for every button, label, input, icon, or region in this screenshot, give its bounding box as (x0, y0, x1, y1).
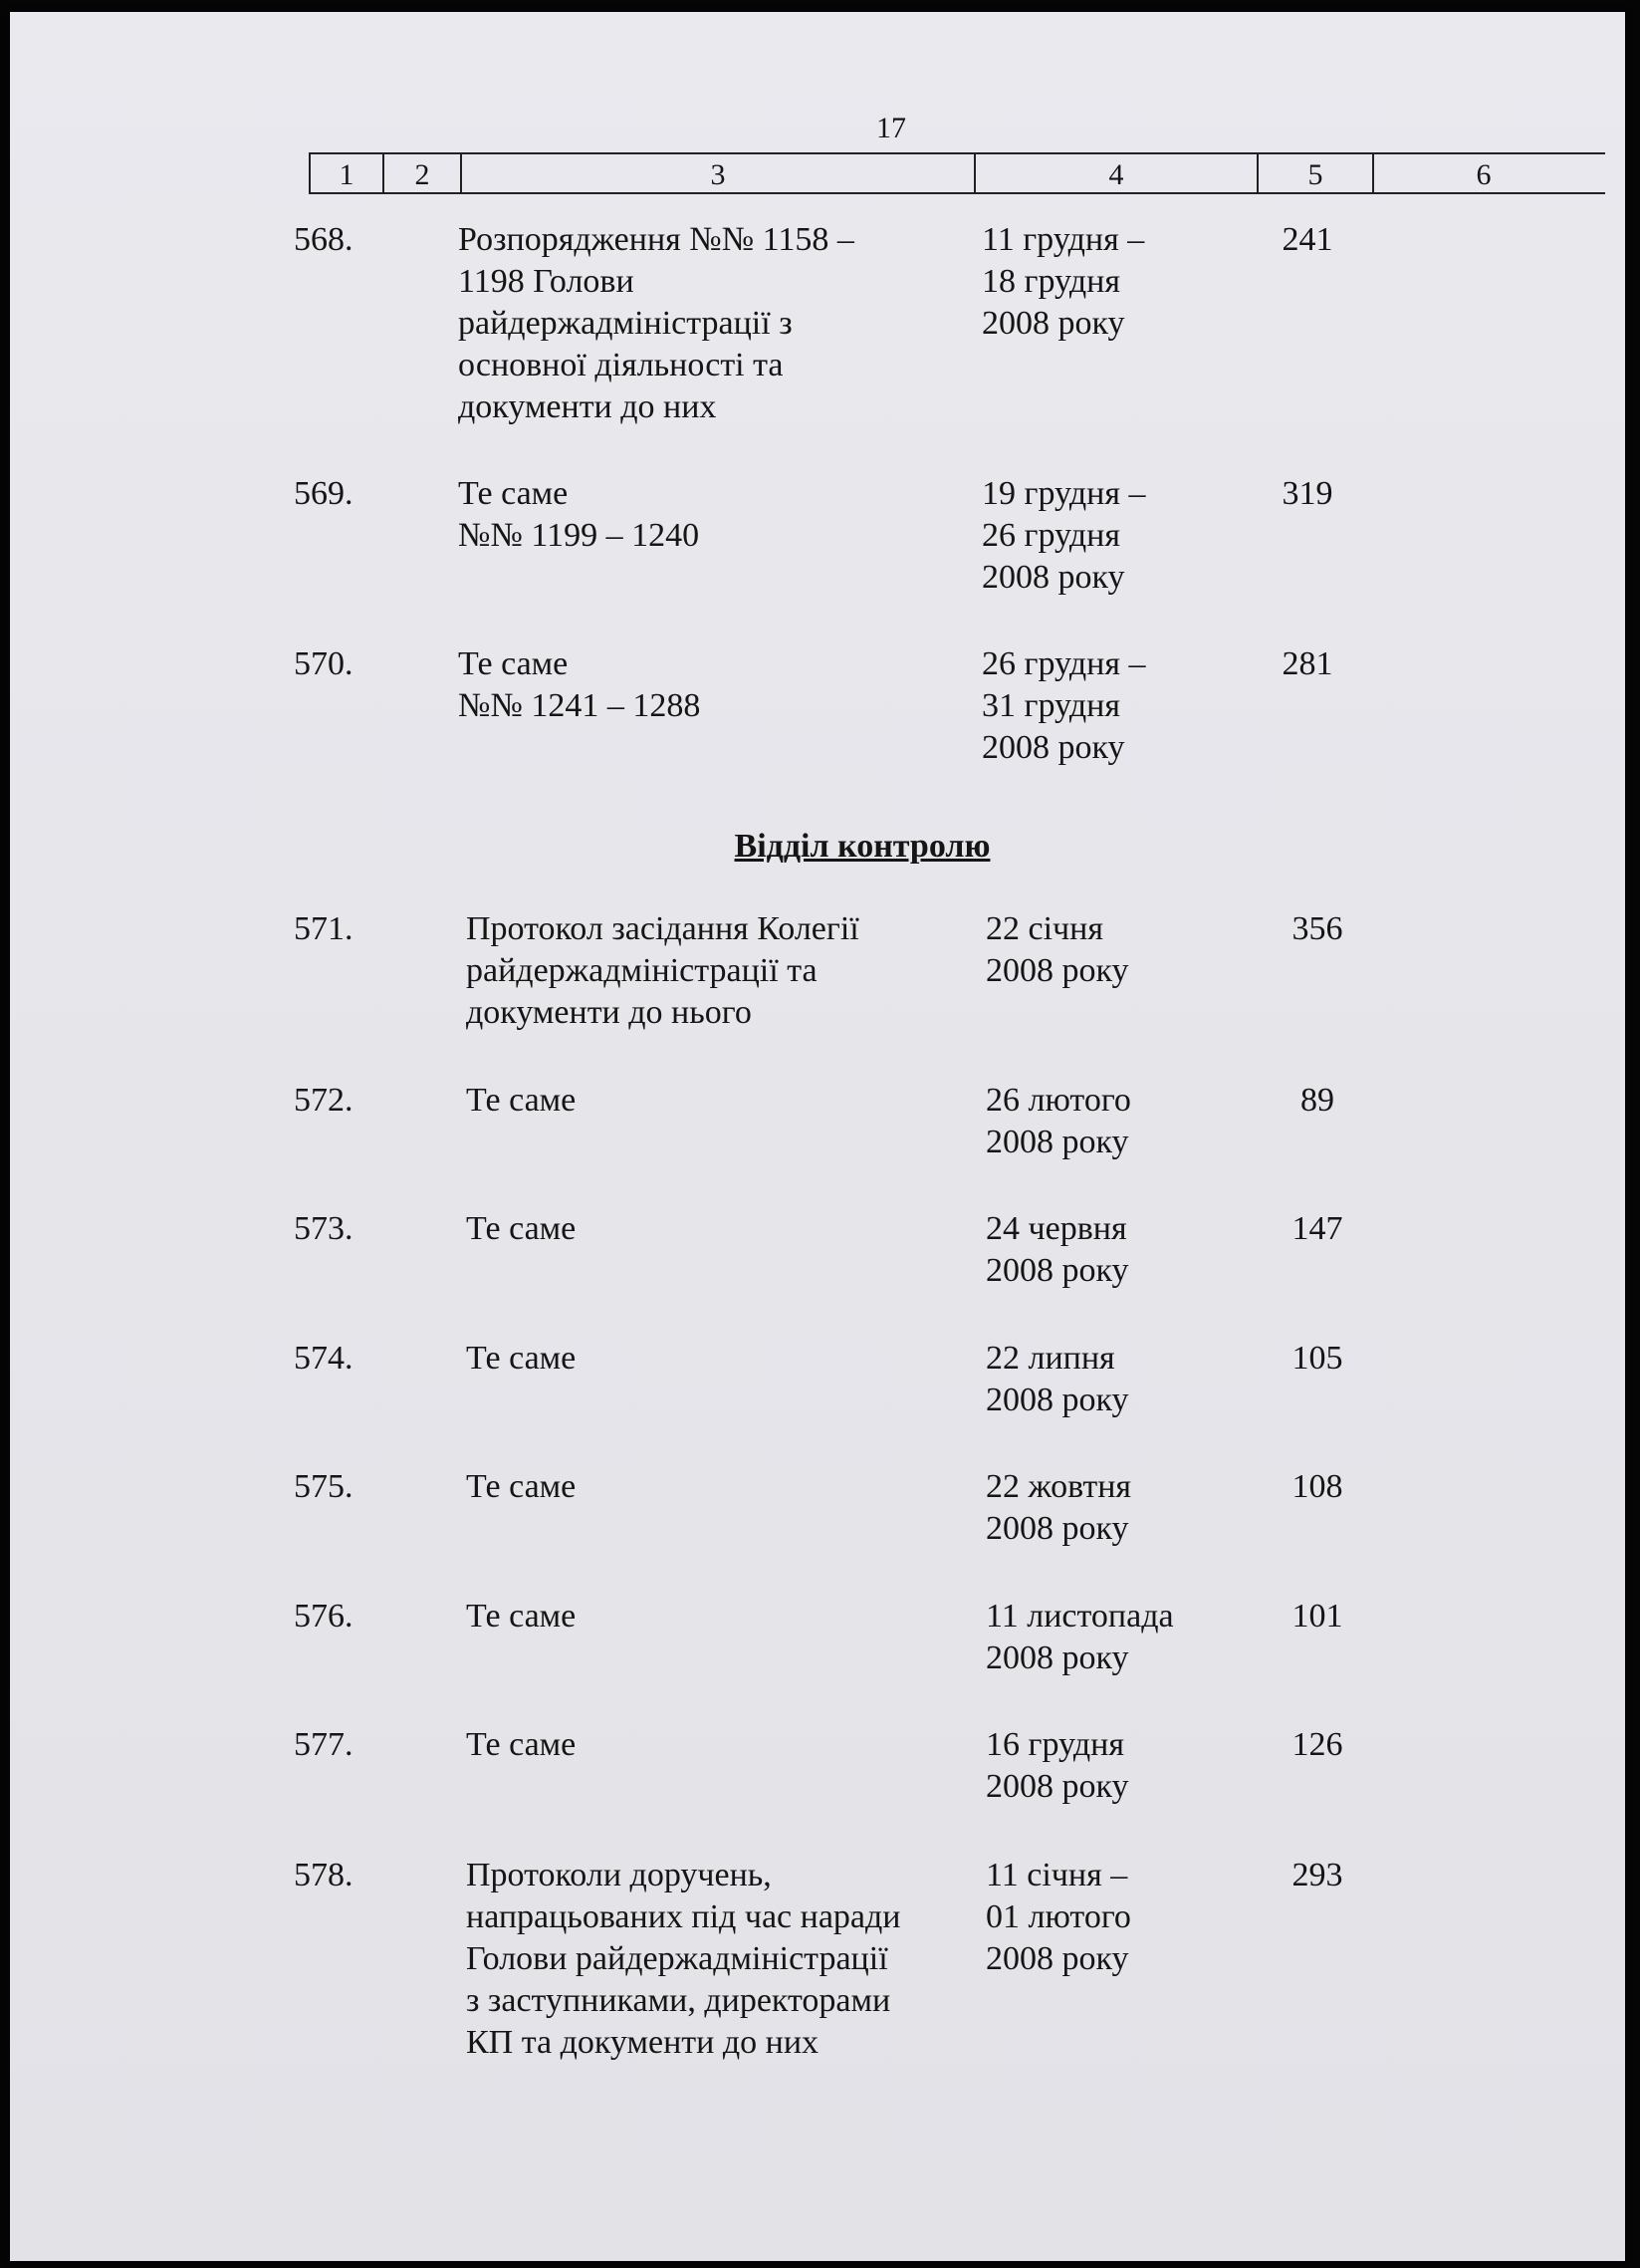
entry-description (466, 1855, 964, 2064)
entry-dates (986, 1855, 1215, 1980)
entry-dates (982, 643, 1211, 769)
column-header-1: 1 (311, 154, 384, 192)
description-line: документи до нього (466, 994, 752, 1031)
entry-dates (986, 1596, 1215, 1679)
date-line: 22 січня (986, 910, 1103, 947)
date-line: 2008 року (986, 1768, 1129, 1805)
entry-dates (986, 908, 1215, 992)
description-line: Розпорядження №№ 1158 – (458, 221, 854, 258)
entry-number: 575. (294, 1468, 353, 1505)
entry-sheet-count: 241 (1282, 221, 1333, 258)
entry-description (466, 1080, 964, 1122)
description-line: Те саме (466, 1468, 577, 1505)
entry-description (466, 1466, 964, 1508)
entry-description (458, 219, 956, 428)
entry-description (458, 473, 956, 557)
date-line: 2008 року (986, 1252, 1129, 1289)
entry-number: 577. (294, 1726, 353, 1763)
date-line: 2008 року (986, 1639, 1129, 1676)
column-header-5: 5 (1259, 154, 1374, 192)
date-line: 11 листопада (986, 1598, 1174, 1635)
description-line: Те саме (466, 1726, 577, 1763)
date-line: 24 червня (986, 1210, 1127, 1247)
description-line: Те саме (466, 1598, 577, 1635)
date-line: 26 лютого (986, 1082, 1131, 1119)
description-line: Те саме (466, 1340, 577, 1377)
entry-sheet-count: 126 (1291, 1726, 1343, 1763)
entry-dates (986, 1338, 1215, 1421)
date-line: 26 грудня – (982, 645, 1146, 682)
entry-number: 572. (294, 1082, 353, 1119)
description-line: Голови райдержадміністрації (466, 1940, 888, 1977)
entry-description (466, 1208, 964, 1250)
description-line: райдержадміністрації з (458, 305, 793, 342)
description-line: №№ 1199 – 1240 (458, 517, 700, 554)
date-line: 26 грудня (982, 517, 1120, 554)
column-header-6: 6 (1476, 158, 1492, 191)
entry-sheet-count: 105 (1291, 1340, 1343, 1377)
date-line: 22 жовтня (986, 1468, 1132, 1505)
description-line: райдержадміністрації та (466, 952, 818, 989)
entry-dates (986, 1466, 1215, 1550)
entry-sheet-count: 319 (1282, 475, 1333, 512)
entry-description (466, 1596, 964, 1638)
column-header-2: 2 (384, 154, 462, 192)
entry-description (466, 1724, 964, 1766)
description-line: основної діяльності та (458, 347, 784, 383)
date-line: 2008 року (982, 729, 1125, 766)
description-line: Протокол засідання Колегії (466, 910, 859, 947)
description-line: Те саме (466, 1210, 577, 1247)
description-line: документи до них (458, 388, 717, 425)
date-line: 2008 року (986, 1940, 1129, 1977)
description-line: Те саме (458, 475, 569, 512)
column-header-4: 4 (976, 154, 1259, 192)
description-line: напрацьованих під час наради (466, 1898, 901, 1935)
entry-description (466, 1338, 964, 1380)
date-line: 16 грудня (986, 1726, 1124, 1763)
date-line: 22 липня (986, 1340, 1115, 1377)
entry-sheet-count: 89 (1300, 1082, 1334, 1119)
entry-dates (986, 1208, 1215, 1292)
entry-number: 574. (294, 1340, 353, 1377)
date-line: 2008 року (986, 1382, 1129, 1418)
entry-description (458, 643, 956, 727)
entry-number: 576. (294, 1598, 353, 1635)
entry-number: 573. (294, 1210, 353, 1247)
date-line: 2008 року (982, 305, 1125, 342)
description-line: №№ 1241 – 1288 (458, 687, 701, 724)
description-line: Протоколи доручень, (466, 1857, 772, 1893)
entry-dates (986, 1724, 1215, 1808)
date-line: 2008 року (986, 1510, 1129, 1547)
date-line: 2008 року (986, 952, 1129, 989)
entry-number: 569. (294, 475, 353, 512)
date-line: 2008 року (982, 559, 1125, 596)
entry-sheet-count: 147 (1291, 1210, 1343, 1247)
entry-number: 570. (294, 645, 353, 682)
description-line: Те саме (466, 1082, 577, 1119)
column-header-row (309, 152, 1605, 194)
entry-description (466, 908, 964, 1034)
entry-sheet-count: 101 (1291, 1598, 1343, 1635)
description-line: КП та документи до них (466, 2024, 820, 2061)
section-heading: Відділ контролю (734, 828, 991, 865)
date-line: 31 грудня (982, 687, 1120, 724)
date-line: 2008 року (986, 1124, 1129, 1160)
date-line: 18 грудня (982, 263, 1120, 300)
entry-dates (982, 219, 1211, 345)
entry-dates (986, 1080, 1215, 1163)
entry-number: 568. (294, 221, 353, 258)
column-header-3: 3 (462, 154, 976, 192)
document-page (10, 12, 1625, 2261)
page-number: 17 (876, 112, 906, 144)
entry-sheet-count: 356 (1291, 910, 1343, 947)
entry-sheet-count: 108 (1291, 1468, 1343, 1505)
description-line: з заступниками, директорами (466, 1982, 891, 2019)
entry-number: 571. (294, 910, 353, 947)
date-line: 11 січня – (986, 1857, 1128, 1893)
date-line: 19 грудня – (982, 475, 1146, 512)
description-line: Те саме (458, 645, 569, 682)
description-line: 1198 Голови (458, 263, 634, 300)
entry-dates (982, 473, 1211, 599)
entry-sheet-count: 281 (1282, 645, 1333, 682)
date-line: 11 грудня – (982, 221, 1145, 258)
entry-number: 578. (294, 1857, 353, 1893)
entry-sheet-count: 293 (1291, 1857, 1343, 1893)
date-line: 01 лютого (986, 1898, 1131, 1935)
